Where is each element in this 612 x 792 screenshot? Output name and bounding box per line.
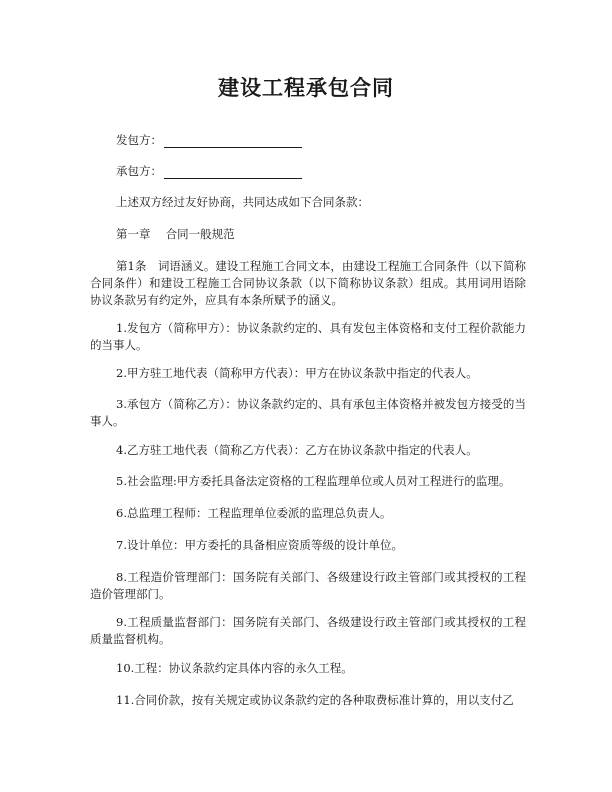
contractor-line — [116, 163, 302, 179]
clause-item: 1.发包方（简称甲方）：协议条款约定的、具有发包主体资格和支付工程价款能力的当事人。 — [90, 321, 526, 352]
contractor-blank — [164, 166, 302, 179]
clause-item: 2.甲方驻工地代表（简称甲方代表）：甲方在协议条款中指定的代表人。 — [116, 366, 478, 380]
employer-line — [116, 132, 302, 148]
chapter-heading: 第一章 合同一般规范 — [116, 227, 235, 241]
clause-item: 4.乙方驻工地代表（简称乙方代表）：乙方在协议条款中指定的代表人。 — [116, 443, 478, 457]
clause-item: 6.总监理工程师：工程监理单位委派的监理总负责人。 — [116, 506, 392, 520]
document-title: 建设工程承包合同 — [218, 75, 394, 100]
clause-item: 9.工程质量监督部门：国务院有关部门、各级建设行政主管部门或其授权的工程质量监督机构。 — [90, 615, 526, 646]
clause-item: 3.承包方（简称乙方）：协议条款约定的、具有承包主体资格并被发包方接受的当事人。 — [90, 397, 526, 428]
clause-item: 8.工程造价管理部门：国务院有关部门、各级建设行政主管部门或其授权的工程造价管理部门。 — [90, 570, 526, 601]
clause-item: 10.工程：协议条款约定具体内容的永久工程。 — [116, 661, 353, 675]
article-1: 第1条 词语涵义。建设工程施工合同文本，由建设工程施工合同条件（以下简称合同条件）和建设工程施工合同协议条款（以下简称协议条款）组成。其用词用语除协议条款另有约定外，应具有本条所赋予的涵义。 — [90, 259, 526, 307]
clause-item: 11.合同价款，按有关规定或协议条款约定的各种取费标准计算的，用以支付乙 — [116, 693, 514, 707]
employer-label: 发包方： — [116, 133, 162, 147]
employer-blank — [164, 135, 302, 148]
clause-item: 7.设计单位：甲方委托的具备相应资质等级的设计单位。 — [116, 538, 403, 552]
clause-item: 5.社会监理:甲方委托具备法定资格的工程监理单位或人员对工程进行的监理。 — [116, 474, 511, 488]
intro-paragraph: 上述双方经过友好协商，共同达成如下合同条款： — [116, 195, 369, 209]
contractor-label: 承包方： — [116, 164, 162, 178]
